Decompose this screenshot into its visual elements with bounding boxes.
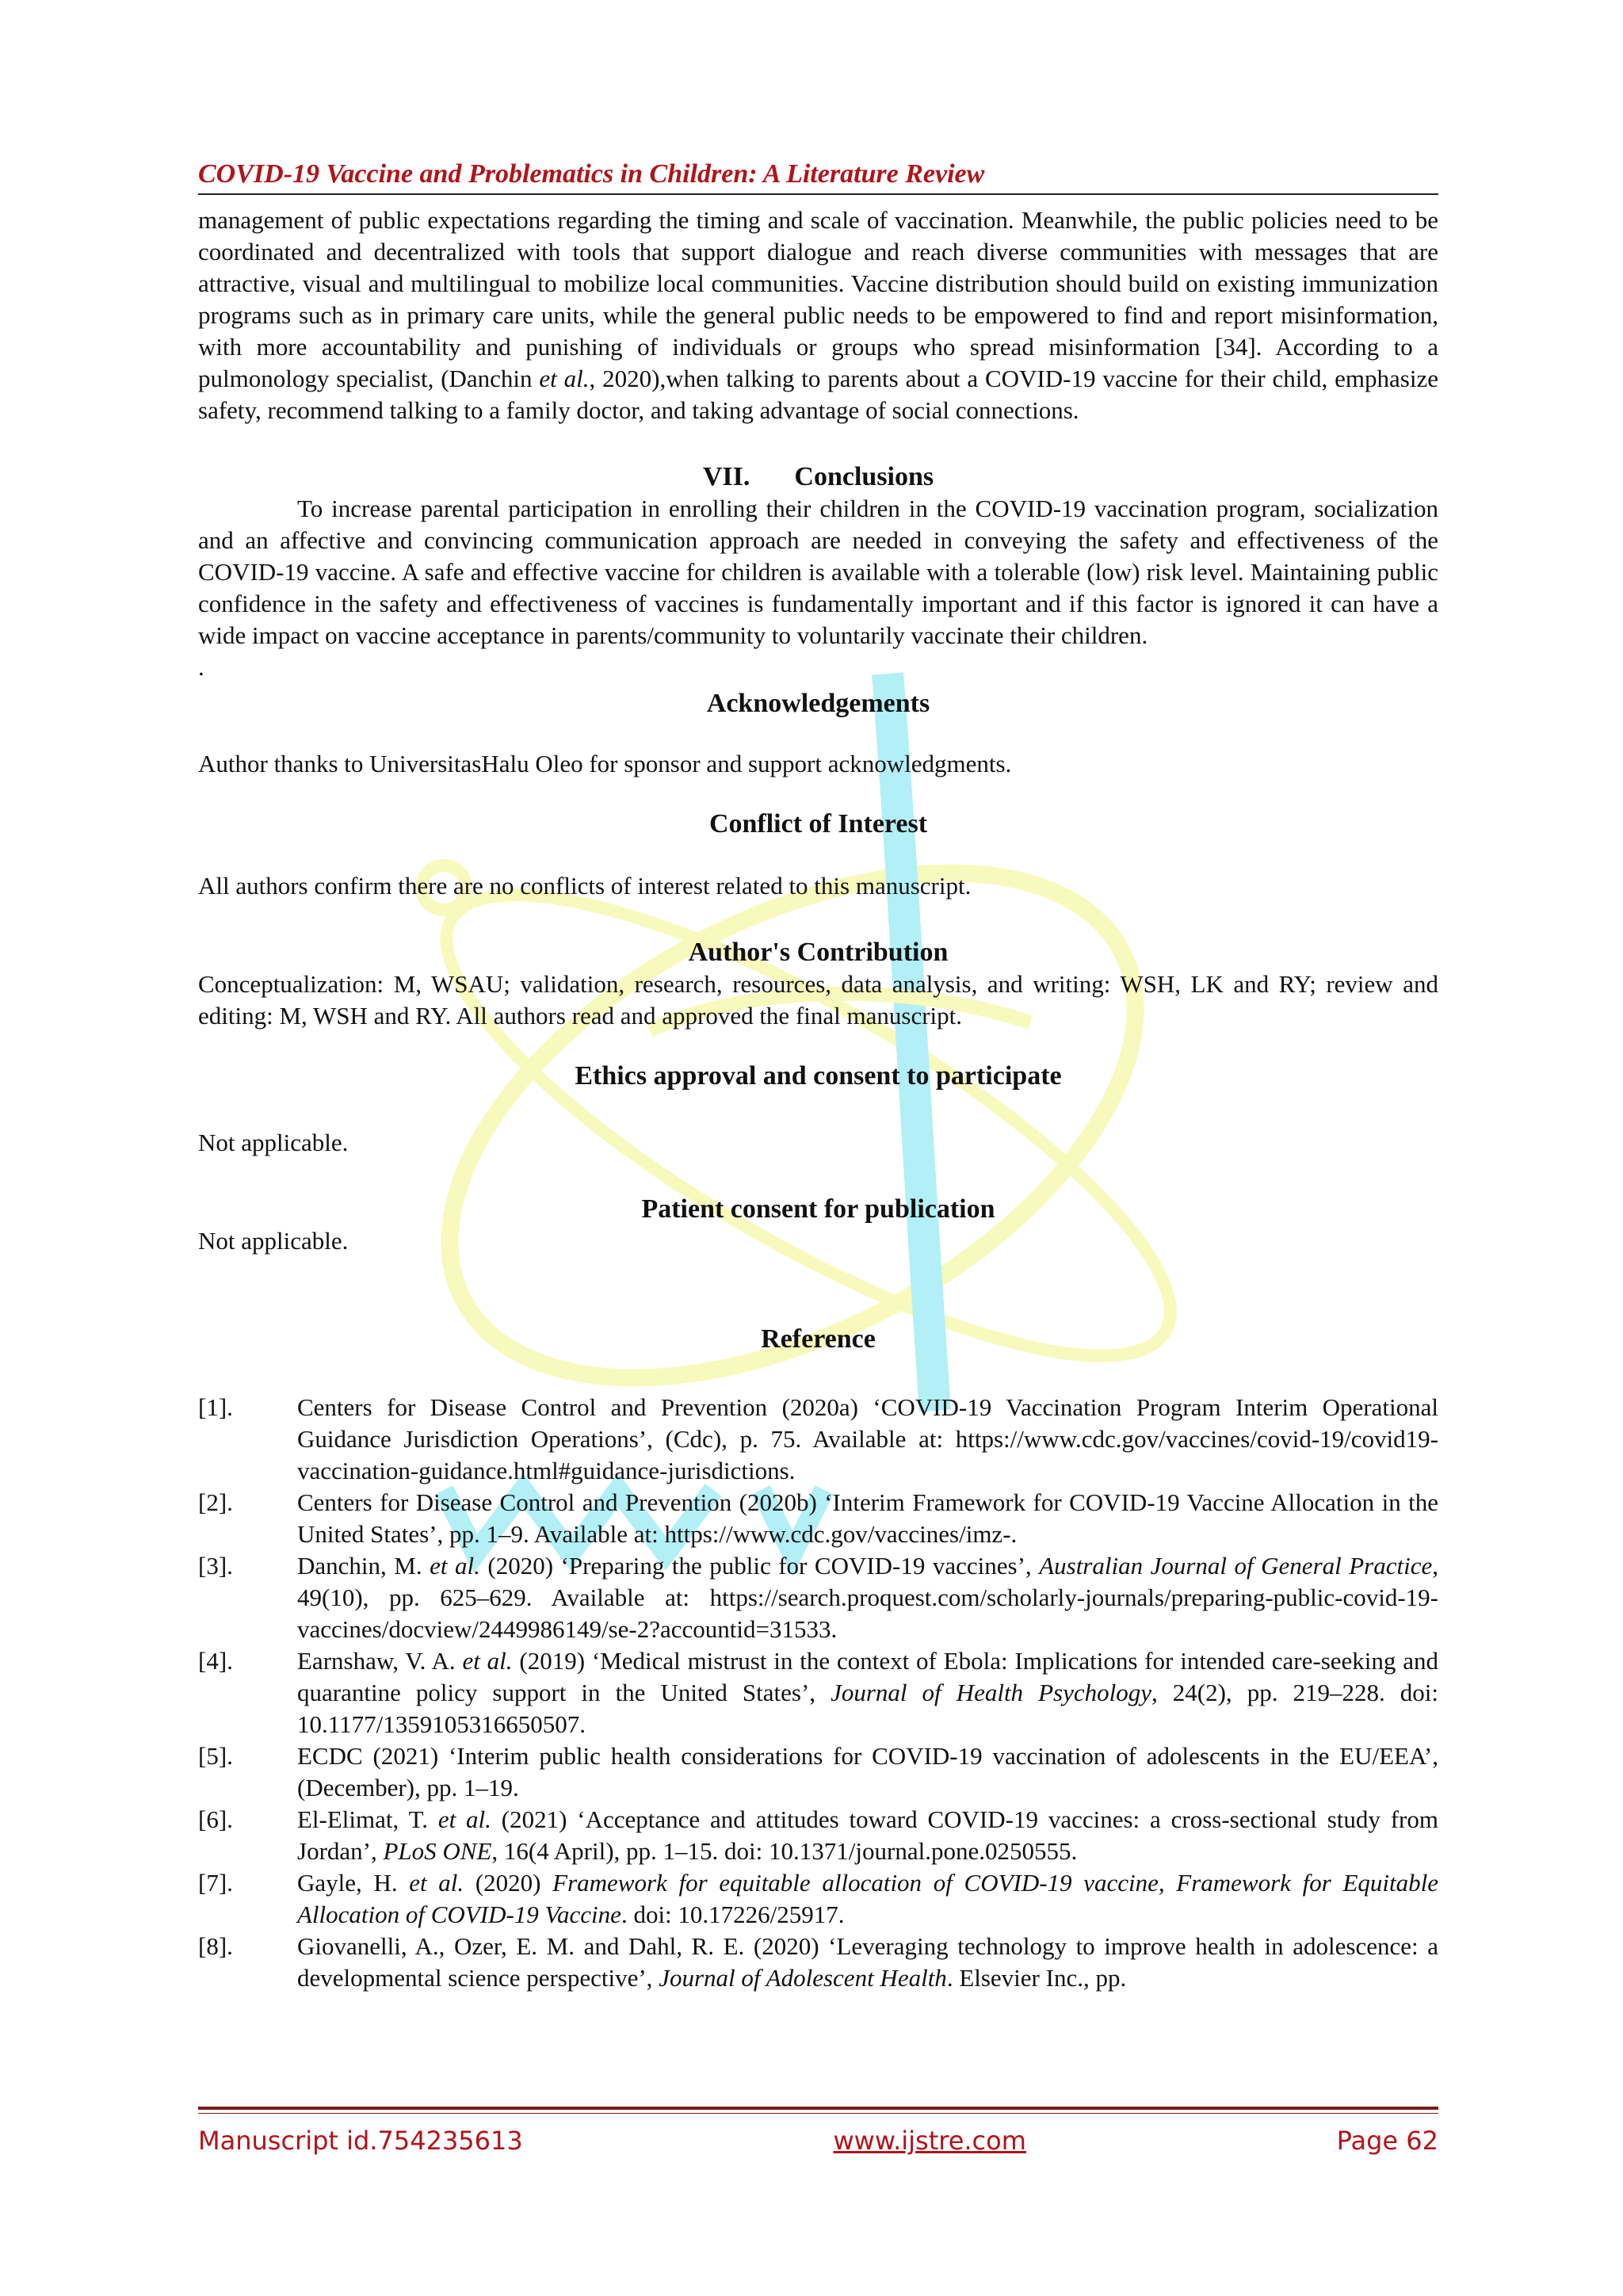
footer-manuscript-id: Manuscript id.754235613	[198, 2126, 523, 2156]
section-heading-contribution: Author's Contribution	[688, 938, 949, 967]
footer-rule	[198, 2107, 1438, 2110]
conclusions-dot: .	[198, 653, 204, 681]
reference-text: El-Elimat, T. et al. (2021) ‘Acceptance and attitudes toward COVID-19 vaccines: a cross-sectional study from Jordan’, PLoS ONE, 16(4 April), pp. 1–15. doi: 10.1371/journal.pone.0250555.	[297, 1805, 1438, 1865]
footer-website-link[interactable]: www.ijstre.com	[833, 2126, 1026, 2156]
reference-text: Danchin, M. et al. (2020) ‘Preparing the public for COVID-19 vaccines’, Australian Journal of General Practice, 49(10), pp. 625–629. Available at: https://search.proquest.com/scholarly-journals/preparing-public-covid-19-vaccines/docview/2449986149/se-2?accountid=31533.	[297, 1552, 1438, 1643]
acknowledgements-text: Author thanks to UniversitasHalu Oleo for sponsor and support acknowledgments.	[198, 750, 1012, 777]
running-header-title: COVID-19 Vaccine and Problematics in Children: A Literature Review	[198, 159, 985, 189]
patient-consent-text: Not applicable.	[198, 1227, 349, 1255]
reference-number: [1].	[198, 1393, 233, 1421]
reference-item	[198, 1487, 1438, 1550]
reference-item	[198, 1392, 1438, 1487]
reference-text: Centers for Disease Control and Prevention (2020b) ‘Interim Framework for COVID-19 Vaccine Allocation in the United States’, pp. 1–9. Available at: https://www.cdc.gov/vaccines/imz-.	[297, 1488, 1438, 1548]
conclusions-paragraph: To increase parental participation in enrolling their children in the COVID-19 vaccination program, socialization and an affective and convincing communication approach are needed in conveying the safety and effectiveness of the COVID-19 vaccine. A safe and effective vaccine for children is available with a tolerable (low) risk level. Maintaining public confidence in the safety and effectiveness of vaccines is fundamentally important and if this factor is ignored it can have a wide impact on vaccine acceptance in parents/community to voluntarily vaccinate their children.	[198, 495, 1438, 649]
contribution-text: Conceptualization: M, WSAU; validation, research, resources, data analysis, and writing: WSH, LK and RY; review and editing: M, WSH and RY. All authors read and approved the final manuscript.	[198, 970, 1438, 1030]
reference-text: Centers for Disease Control and Prevention (2020a) ‘COVID-19 Vaccination Program Interim Operational Guidance Jurisdiction Operations’, (Cdc), p. 75. Available at: https://www.cdc.gov/vaccines/covid-19/covid19-vaccination-guidance.html#guidance-jurisdictions.	[297, 1393, 1438, 1484]
conflict-text: All authors confirm there are no conflicts of interest related to this manuscript.	[198, 872, 972, 900]
header-rule	[198, 193, 1438, 195]
section-heading-references: Reference	[761, 1324, 876, 1354]
intro-paragraph: management of public expectations regarding the timing and scale of vaccination. Meanwhile, the public policies need to be coordinated and decentralized with tools that support dialogue and reach diverse communities with messages that are attractive, visual and multilingual to mobilize local communities. Vaccine distribution should build on existing immunization programs such as in primary care units, while the general public needs to be empowered to find and report misinformation, with more accountability and punishing of individuals or groups who spread misinformation [34]. According to a pulmonology specialist, (Danchin et al., 2020),when talking to parents about a COVID-19 vaccine for their child, emphasize safety, recommend talking to a family doctor, and taking advantage of social connections.	[198, 206, 1438, 424]
reference-number: [2].	[198, 1488, 233, 1516]
section-heading-conclusions: VII. Conclusions	[702, 462, 934, 491]
footer-rule-thin	[198, 2113, 1438, 2114]
section-heading-ethics: Ethics approval and consent to participate	[575, 1061, 1062, 1091]
reference-number: [8].	[198, 1932, 233, 1960]
page-content	[198, 159, 1438, 1994]
reference-list	[198, 1392, 1438, 1994]
reference-item	[198, 1645, 1438, 1740]
reference-text: Earnshaw, V. A. et al. (2019) ‘Medical mistrust in the context of Ebola: Implications for intended care-seeking and quarantine policy support in the United States’, Journal of Health Psychology, 24(2), pp. 219–228. doi: 10.1177/1359105316650507.	[297, 1647, 1439, 1738]
reference-number: [7].	[198, 1869, 233, 1897]
reference-item	[198, 1740, 1438, 1804]
ethics-text: Not applicable.	[198, 1129, 349, 1156]
reference-number: [5].	[198, 1742, 233, 1770]
reference-item	[198, 1931, 1438, 1994]
reference-number: [4].	[198, 1647, 233, 1675]
footer-page-number: Page 62	[1336, 2126, 1438, 2156]
reference-text: ECDC (2021) ‘Interim public health considerations for COVID-19 vaccination of adolescents in the EU/EEA’, (December), pp. 1–19.	[297, 1742, 1438, 1801]
reference-item	[198, 1804, 1438, 1867]
reference-number: [6].	[198, 1805, 233, 1833]
section-heading-conflict: Conflict of Interest	[708, 809, 928, 839]
reference-item	[198, 1550, 1438, 1645]
section-heading-acknowledgements: Acknowledgements	[706, 689, 930, 718]
reference-number: [3].	[198, 1552, 233, 1580]
reference-text: Giovanelli, A., Ozer, E. M. and Dahl, R. E. (2020) ‘Leveraging technology to improve health in adolescence: a developmental science perspective’, Journal of Adolescent Health. Elsevier Inc., pp.	[297, 1932, 1438, 1992]
page-footer	[198, 2107, 1438, 2157]
reference-text: Gayle, H. et al. (2020) Framework for equitable allocation of COVID-19 vaccine, Framework for Equitable Allocation of COVID-19 Vaccine. doi: 10.17226/25917.	[297, 1869, 1438, 1928]
reference-item	[198, 1867, 1438, 1931]
section-heading-patient-consent: Patient consent for publication	[641, 1194, 995, 1224]
